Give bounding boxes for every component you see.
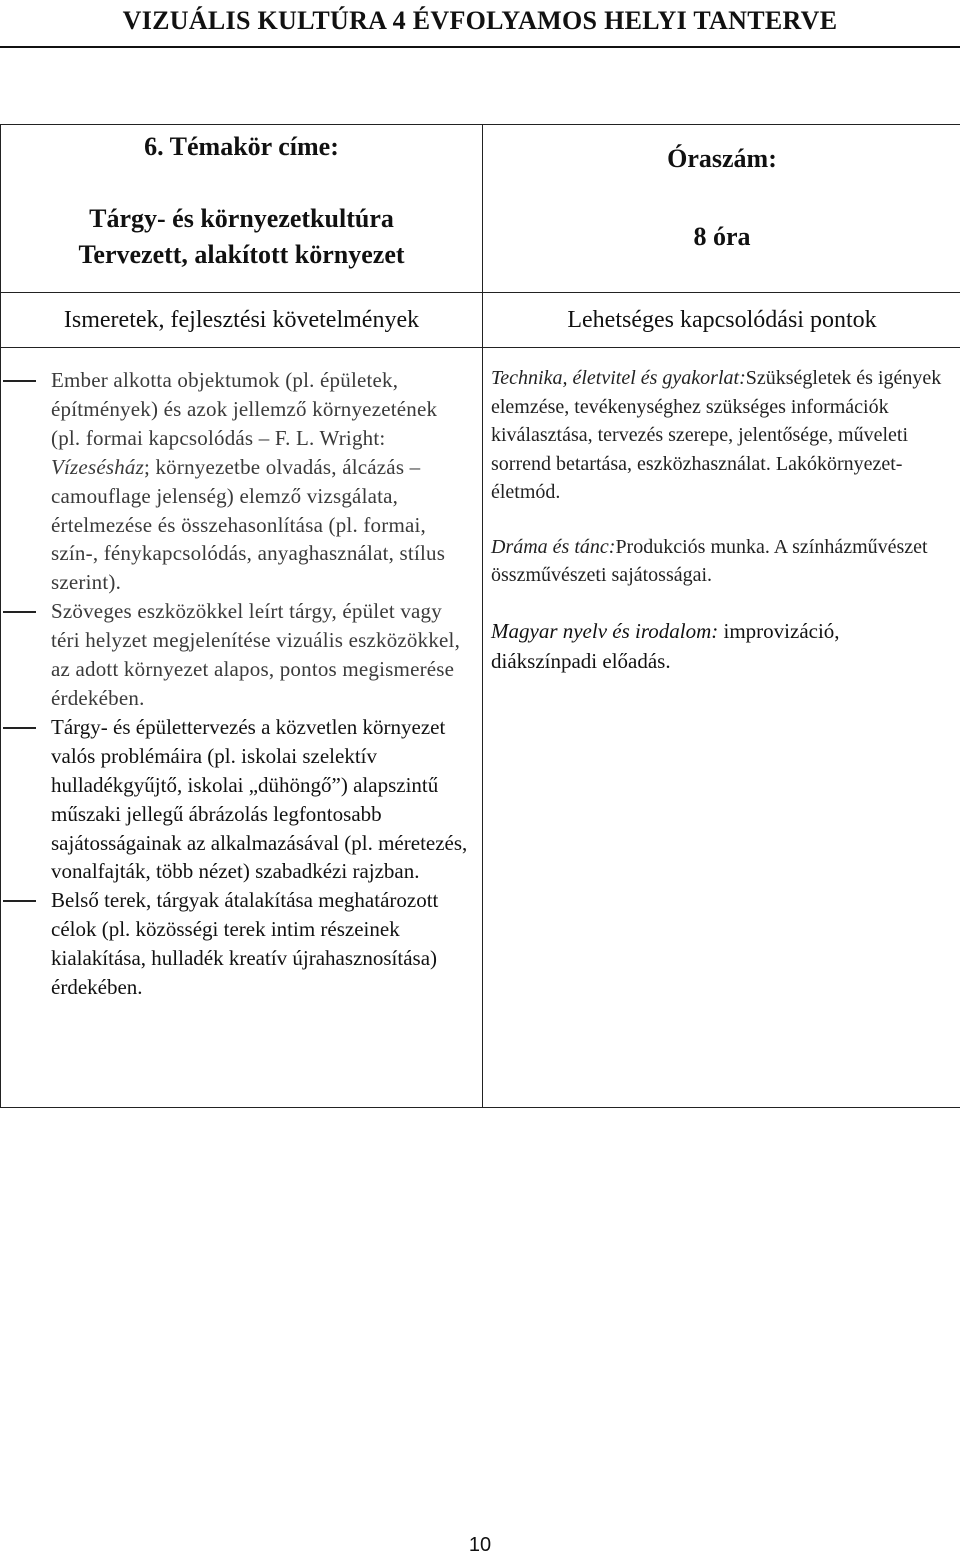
connections-column-header: Lehetséges kapcsolódási pontok xyxy=(483,293,960,348)
connection-subject: Dráma és tánc: xyxy=(491,535,616,558)
title-underline xyxy=(0,46,960,48)
requirements-list xyxy=(1,348,482,1010)
requirement-item: Belső terek, tárgyak átalakítása meghatározott célok (pl. közösségi terek intim részeinek kialakítása, hulladék kreatív újrahasznosítása) érdekében. xyxy=(1,886,468,1002)
column-header-row xyxy=(1,293,960,348)
topic-title-line-2: Tervezett, alakított környezet xyxy=(78,240,405,269)
requirement-item: Tárgy- és épülettervezés a közvetlen környezet valós problémáira (pl. iskolai szelektív hulladékgyűjtő, iskolai „dühöngő”) alapszintű műszaki jellegű ábrázolás legfontosabb sajátosságainak az alkalmazásával (pl. méretezés, vonalfajták, több nézet) szabadkézi rajzban. xyxy=(1,713,468,886)
hours-value: 8 óra xyxy=(693,222,751,251)
connection-subject: Magyar nyelv és irodalom: xyxy=(491,618,719,643)
requirement-text: ; környezetbe olvadás, álcázás – camouflage jelenség) elemző vizsgálata, értelmezése és összehasonlítása (pl. formai, szín-, fénykapcsolódás, anyaghasználat, stílus szerint). xyxy=(51,454,446,595)
content-row xyxy=(1,348,960,1108)
hours-cell xyxy=(483,125,960,293)
requirements-cell xyxy=(1,348,483,1108)
topic-title xyxy=(1,201,482,273)
connections-cell xyxy=(483,348,960,1108)
requirement-artwork-title: Vízesésház xyxy=(51,454,144,479)
connection-text: improvizáció, diákszínpadi előadás. xyxy=(491,618,840,673)
topic-cell xyxy=(1,125,483,293)
curriculum-table xyxy=(0,124,960,1108)
connection-item xyxy=(491,616,947,676)
connection-subject: Technika, életvitel és gyakorlat: xyxy=(491,367,746,389)
requirement-item xyxy=(1,366,468,597)
connections-list xyxy=(483,348,960,684)
page-number: 10 xyxy=(468,1534,492,1556)
connection-text: Produkciós munka. A színházművészet összművészeti sajátosságai. xyxy=(491,535,928,586)
connection-text: Szükségletek és igények elemzése, tevékenységhez szükséges információk kiválasztása, tervezés szerepe, jelentősége, műveleti sorrend betartása, eszközhasználat. Lakókörnyezet-életmód. xyxy=(491,367,942,503)
header-row xyxy=(1,125,960,293)
connection-item xyxy=(491,364,947,507)
requirement-text: Ember alkotta objektumok (pl. épületek, építmények) és azok jellemző környezetének (pl. formai kapcsolódás – F. L. Wright: xyxy=(51,368,438,450)
connection-item xyxy=(491,533,947,590)
document-title: VIZUÁLIS KULTÚRA 4 ÉVFOLYAMOS HELYI TANTERVE xyxy=(122,6,838,35)
requirements-column-header: Ismeretek, fejlesztési követelmények xyxy=(1,293,483,348)
topic-label: 6. Témakör címe: xyxy=(144,132,339,161)
requirement-item: Szöveges eszközökkel leírt tárgy, épület vagy téri helyzet megjelenítése vizuális eszközökkel, az adott környezet alapos, pontos megismerése érdekében. xyxy=(1,597,468,713)
hours-label: Óraszám: xyxy=(667,144,777,173)
topic-title-line-1: Tárgy- és környezetkultúra xyxy=(89,204,394,233)
